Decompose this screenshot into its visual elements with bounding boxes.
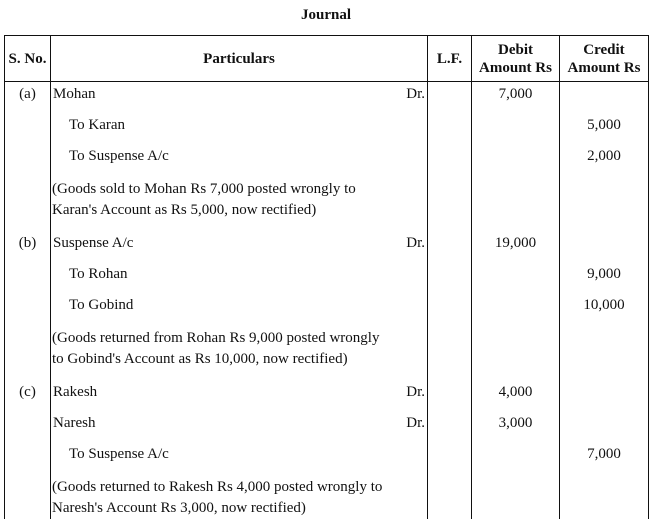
table-row bbox=[5, 442, 649, 473]
table-row bbox=[5, 411, 649, 442]
narration-line: Karan's Account as Rs 5,000, now rectified) bbox=[52, 201, 317, 218]
credit-amount: 2,000 bbox=[560, 144, 649, 175]
credit-amount: 10,000 bbox=[560, 293, 649, 324]
header-particulars: Particulars bbox=[51, 36, 428, 82]
debit-amount: 3,000 bbox=[472, 411, 560, 442]
narration-row bbox=[5, 175, 649, 231]
table-row bbox=[5, 144, 649, 175]
debit-amount bbox=[472, 262, 560, 293]
table-row bbox=[5, 231, 649, 262]
particulars-cell bbox=[51, 442, 428, 473]
particulars-cell bbox=[51, 262, 428, 293]
credit-amount: 5,000 bbox=[560, 113, 649, 144]
credit-amount: 9,000 bbox=[560, 262, 649, 293]
debit-amount: 19,000 bbox=[472, 231, 560, 262]
narration-line: (Goods sold to Mohan Rs 7,000 posted wrongly to bbox=[52, 180, 356, 197]
particulars-cell bbox=[51, 293, 428, 324]
entry-sno: (a) bbox=[5, 82, 51, 113]
credit-amount: 7,000 bbox=[560, 442, 649, 473]
debit-account: Rakesh bbox=[53, 383, 98, 400]
debit-amount bbox=[472, 113, 560, 144]
header-row bbox=[5, 36, 649, 82]
dr-label: Dr. bbox=[406, 414, 425, 431]
table-row bbox=[5, 380, 649, 411]
journal-table bbox=[4, 35, 649, 519]
debit-amount bbox=[472, 442, 560, 473]
narration bbox=[51, 175, 428, 231]
debit-account: Naresh bbox=[53, 414, 96, 431]
lf-cell bbox=[428, 82, 472, 113]
credit-account: To Suspense A/c bbox=[69, 147, 169, 164]
narration bbox=[51, 324, 428, 380]
table-row bbox=[5, 82, 649, 113]
header-credit-line1: Credit bbox=[583, 41, 625, 58]
credit-account: To Suspense A/c bbox=[69, 445, 169, 462]
debit-account: Mohan bbox=[53, 86, 96, 102]
debit-amount: 7,000 bbox=[472, 82, 560, 113]
header-debit-line1: Debit bbox=[498, 41, 533, 58]
dr-label: Dr. bbox=[406, 86, 425, 102]
header-lf: L.F. bbox=[428, 36, 472, 82]
entry-sno: (b) bbox=[5, 231, 51, 262]
header-debit bbox=[472, 36, 560, 82]
table-row bbox=[5, 113, 649, 144]
narration-row bbox=[5, 324, 649, 380]
journal-title: Journal bbox=[300, 7, 351, 23]
entry-sno: (c) bbox=[5, 380, 51, 411]
particulars-cell bbox=[51, 82, 428, 113]
credit-account: To Rohan bbox=[69, 265, 128, 282]
debit-amount: 4,000 bbox=[472, 380, 560, 411]
debit-amount bbox=[472, 144, 560, 175]
table-row bbox=[5, 262, 649, 293]
narration-line: (Goods returned from Rohan Rs 9,000 posted wrongly bbox=[52, 329, 380, 346]
credit-amount bbox=[560, 231, 649, 262]
narration-line: (Goods returned to Rakesh Rs 4,000 posted wrongly to bbox=[52, 478, 383, 495]
credit-amount bbox=[560, 380, 649, 411]
narration bbox=[51, 473, 428, 519]
credit-amount bbox=[560, 82, 649, 113]
particulars-cell bbox=[51, 144, 428, 175]
credit-account: To Karan bbox=[69, 116, 126, 133]
header-credit bbox=[560, 36, 649, 82]
narration-line: Naresh's Account Rs 3,000, now rectified) bbox=[52, 499, 306, 516]
header-sno: S. No. bbox=[5, 36, 51, 82]
header-credit-line2: Amount Rs bbox=[567, 59, 641, 76]
credit-amount bbox=[560, 411, 649, 442]
debit-account: Suspense A/c bbox=[53, 234, 134, 251]
dr-label: Dr. bbox=[406, 234, 425, 251]
table-row bbox=[5, 293, 649, 324]
particulars-cell bbox=[51, 411, 428, 442]
header-debit-line2: Amount Rs bbox=[479, 59, 552, 76]
particulars-cell bbox=[51, 113, 428, 144]
credit-account: To Gobind bbox=[69, 296, 134, 313]
narration-row bbox=[5, 473, 649, 519]
particulars-cell bbox=[51, 380, 428, 411]
dr-label: Dr. bbox=[406, 383, 425, 400]
narration-line: to Gobind's Account as Rs 10,000, now rectified) bbox=[52, 350, 348, 367]
debit-amount bbox=[472, 293, 560, 324]
particulars-cell bbox=[51, 231, 428, 262]
